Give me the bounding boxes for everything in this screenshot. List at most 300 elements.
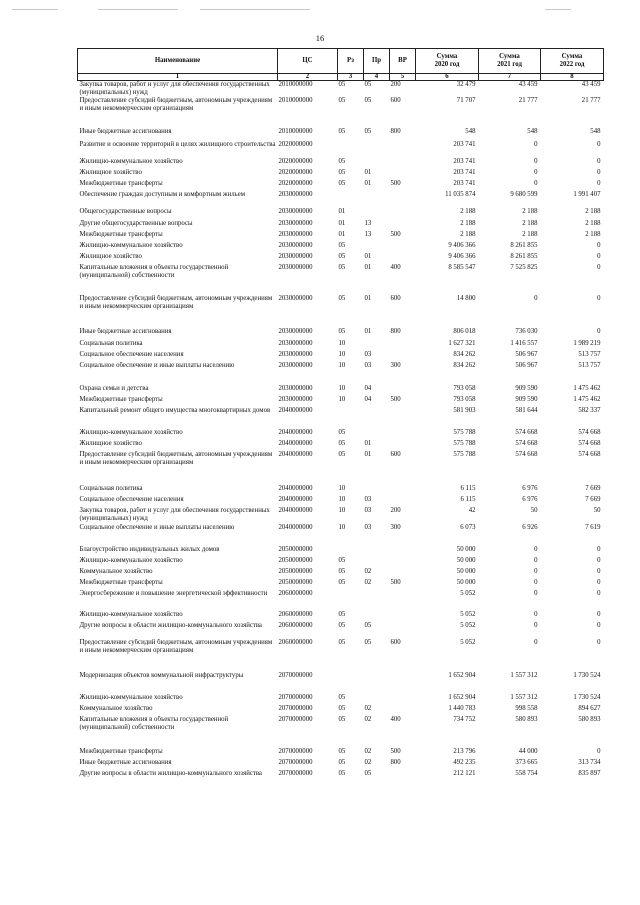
row-cs-code: 2050000000	[278, 556, 313, 564]
row-vr-code	[390, 611, 416, 622]
col-number: 2	[278, 74, 338, 81]
table-row	[78, 496, 604, 507]
col-header-pr: Пр	[364, 49, 390, 74]
row-sum-2020: 5 052	[460, 638, 476, 646]
row-sum-2022: 2 188	[585, 207, 601, 215]
row-sum-2021: 0	[534, 589, 538, 597]
row-sum-2021: 998 558	[515, 704, 538, 712]
row-name: Иные бюджетные ассигнования	[79, 758, 172, 766]
row-name: Жилищно-коммунальное хозяйство	[79, 556, 183, 564]
row-sum-2021: 548	[527, 127, 538, 135]
table-row	[78, 759, 604, 770]
row-vr-code: 300	[390, 361, 401, 369]
row-name: Закупка товаров, работ и услуг для обеспечения государственных (муниципальных) нужд	[79, 81, 270, 96]
row-sum-2022: 0	[597, 621, 601, 629]
row-rz-code: 10	[338, 484, 346, 492]
table-row	[78, 407, 604, 429]
row-cs-code: 2060000000	[278, 610, 313, 618]
table-row	[78, 208, 604, 220]
row-sum-2021: 2 188	[522, 219, 538, 227]
row-vr-code	[390, 568, 416, 579]
row-vr-code: 600	[390, 450, 401, 458]
table-row	[78, 97, 604, 128]
row-pr-code	[364, 694, 390, 705]
col-number: 8	[541, 74, 604, 81]
row-sum-2022: 574 668	[578, 428, 601, 436]
table-row	[78, 141, 604, 158]
row-sum-2020: 1 627 321	[448, 339, 476, 347]
row-pr-code: 03	[364, 506, 372, 514]
row-sum-2022: 548	[590, 127, 601, 135]
row-sum-2020: 734 752	[453, 715, 476, 723]
row-sum-2021: 580 893	[515, 715, 538, 723]
row-vr-code: 600	[390, 294, 401, 302]
row-rz-code: 05	[338, 179, 346, 187]
row-name: Обеспечение граждан доступным и комфортным жильем	[79, 190, 246, 198]
row-sum-2022: 513 757	[578, 350, 601, 358]
row-sum-2022: 0	[597, 327, 601, 335]
row-sum-2022: 0	[597, 610, 601, 618]
row-sum-2020: 5 052	[460, 621, 476, 629]
row-vr-code	[390, 590, 416, 611]
row-name: Закупка товаров, работ и услуг для обеспечения государственных (муниципальных) нужд	[79, 506, 270, 522]
row-rz-code: 10	[338, 350, 346, 358]
row-cs-code: 2060000000	[278, 621, 313, 629]
row-sum-2021: 574 668	[515, 428, 538, 436]
row-rz-code: 10	[338, 523, 346, 531]
row-name: Общегосударственные вопросы	[79, 207, 172, 215]
row-name: Капитальные вложения в объекты государственной (муниципальной) собственности	[79, 263, 229, 279]
row-pr-code: 05	[364, 127, 372, 135]
row-vr-code: 500	[390, 230, 401, 238]
row-sum-2022: 2 188	[585, 230, 601, 238]
row-cs-code: 2050000000	[278, 567, 313, 575]
row-vr-code: 300	[390, 523, 401, 531]
row-pr-code: 03	[364, 361, 372, 369]
row-cs-code: 2060000000	[278, 589, 313, 597]
row-vr-code	[390, 622, 416, 639]
row-name: Жилищное хозяйство	[79, 439, 142, 447]
table-row	[78, 672, 604, 694]
row-pr-code: 13	[364, 230, 372, 238]
row-name: Развитие и освоение территорий в целях жилищного строительства	[79, 140, 276, 148]
row-sum-2022: 0	[597, 589, 601, 597]
row-rz-code: 01	[338, 230, 346, 238]
row-rz-code: 01	[338, 207, 346, 215]
row-name: Социальная политика	[79, 484, 143, 492]
table-row	[78, 231, 604, 242]
row-rz-code: 05	[338, 638, 346, 646]
row-rz-code: 05	[338, 263, 346, 271]
row-pr-code: 02	[364, 758, 372, 766]
row-rz-code: 10	[338, 339, 346, 347]
row-name: Другие общегосударственные вопросы	[79, 219, 193, 227]
row-pr-code: 05	[364, 81, 372, 88]
row-sum-2020: 806 018	[453, 327, 476, 335]
row-name: Другие вопросы в области жилищно-коммунального хозяйства	[79, 621, 262, 629]
row-sum-2022: 0	[597, 638, 601, 646]
row-vr-code: 500	[390, 747, 401, 755]
row-cs-code: 2030000000	[278, 384, 313, 392]
table-row	[78, 611, 604, 622]
row-pr-code	[364, 208, 390, 220]
row-sum-2022: 0	[597, 252, 601, 260]
row-rz-code: 05	[338, 567, 346, 575]
row-sum-2021: 6 976	[522, 484, 538, 492]
row-name: Жилищно-коммунальное хозяйство	[79, 610, 183, 618]
row-sum-2021: 0	[534, 294, 538, 302]
row-vr-code	[390, 485, 416, 496]
row-sum-2021: 736 030	[515, 327, 538, 335]
row-sum-2021: 2 188	[522, 207, 538, 215]
row-sum-2021: 9 680 599	[510, 190, 538, 198]
row-sum-2022: 0	[597, 168, 601, 176]
column-number-row	[78, 74, 604, 81]
row-cs-code: 2070000000	[278, 747, 313, 755]
table-row	[78, 568, 604, 579]
row-name: Жилищно-коммунальное хозяйство	[79, 693, 183, 701]
row-pr-code	[364, 407, 390, 429]
row-name: Иные бюджетные ассигнования	[79, 127, 172, 135]
row-sum-2020: 793 058	[453, 395, 476, 403]
row-sum-2021: 0	[534, 578, 538, 586]
row-rz-code: 05	[338, 450, 346, 458]
row-cs-code: 2070000000	[278, 769, 313, 777]
row-pr-code: 03	[364, 495, 372, 503]
row-sum-2022: 2 188	[585, 219, 601, 227]
row-sum-2020: 50 000	[456, 545, 476, 553]
row-cs-code: 2030000000	[278, 190, 313, 198]
row-rz-code	[338, 407, 364, 429]
table-row	[78, 351, 604, 362]
row-sum-2022: 7 669	[585, 484, 601, 492]
row-pr-code: 13	[364, 219, 372, 227]
row-vr-code	[390, 141, 416, 158]
row-pr-code: 01	[364, 263, 372, 271]
row-pr-code: 01	[364, 252, 372, 260]
row-cs-code: 2040000000	[278, 406, 313, 414]
table-body	[78, 81, 604, 787]
row-cs-code: 2030000000	[278, 252, 313, 260]
table-row	[78, 622, 604, 639]
row-pr-code	[364, 191, 390, 208]
row-pr-code: 01	[364, 439, 372, 447]
row-pr-code	[364, 429, 390, 440]
row-cs-code: 2010000000	[278, 81, 313, 88]
row-name: Межбюджетные трансферты	[79, 395, 163, 403]
row-sum-2022: 7 619	[585, 523, 601, 531]
row-name: Социальная политика	[79, 339, 143, 347]
budget-table	[77, 48, 604, 787]
row-sum-2022: 313 734	[578, 758, 601, 766]
row-vr-code	[390, 694, 416, 705]
row-sum-2021: 8 261 855	[510, 241, 538, 249]
row-name: Коммунальное хозяйство	[79, 567, 153, 575]
table-row	[78, 716, 604, 748]
row-vr-code: 800	[390, 758, 401, 766]
row-vr-code	[390, 546, 416, 557]
row-sum-2020: 11 035 874	[445, 190, 476, 198]
table-row	[78, 440, 604, 451]
row-sum-2020: 1 440 783	[448, 704, 476, 712]
row-sum-2021: 0	[534, 157, 538, 165]
row-sum-2022: 0	[597, 747, 601, 755]
table-row	[78, 590, 604, 611]
row-vr-code: 800	[390, 127, 401, 135]
row-cs-code: 2030000000	[278, 207, 313, 215]
row-name: Модернизация объектов коммунальной инфраструктуры	[79, 671, 244, 679]
row-sum-2022: 1 730 524	[573, 693, 601, 701]
col-number: 7	[479, 74, 541, 81]
row-sum-2021: 1 416 557	[510, 339, 538, 347]
row-rz-code: 05	[338, 556, 346, 564]
row-pr-code: 05	[364, 769, 372, 777]
row-pr-code: 01	[364, 179, 372, 187]
row-sum-2022: 582 337	[578, 406, 601, 414]
row-cs-code: 2050000000	[278, 545, 313, 553]
row-name: Межбюджетные трансферты	[79, 578, 163, 586]
table-row	[78, 485, 604, 496]
row-rz-code	[338, 546, 364, 557]
row-rz-code	[338, 191, 364, 208]
row-pr-code: 05	[364, 96, 372, 104]
row-sum-2021: 0	[534, 140, 538, 148]
row-sum-2020: 793 058	[453, 384, 476, 392]
table-row	[78, 264, 604, 295]
row-sum-2021: 0	[534, 545, 538, 553]
row-sum-2021: 506 967	[515, 361, 538, 369]
row-sum-2020: 834 262	[453, 361, 476, 369]
row-cs-code: 2040000000	[278, 439, 313, 447]
row-pr-code	[364, 340, 390, 351]
row-sum-2020: 2 188	[460, 219, 476, 227]
row-pr-code	[364, 158, 390, 169]
row-rz-code: 10	[338, 495, 346, 503]
row-sum-2022: 21 777	[581, 96, 601, 104]
col-number: 4	[364, 74, 390, 81]
row-pr-code: 02	[364, 704, 372, 712]
row-vr-code	[390, 496, 416, 507]
row-vr-code	[390, 440, 416, 451]
row-name: Коммунальное хозяйство	[79, 704, 153, 712]
row-sum-2020: 203 741	[453, 157, 476, 165]
row-sum-2020: 203 741	[453, 140, 476, 148]
row-rz-code	[338, 590, 364, 611]
table-row	[78, 507, 604, 524]
row-name: Предоставление субсидий бюджетным, автономным учреждениям и иным некоммерческим организациям	[79, 96, 273, 112]
row-sum-2021: 0	[534, 621, 538, 629]
row-vr-code	[390, 242, 416, 253]
row-sum-2021: 373 665	[515, 758, 538, 766]
row-cs-code: 2040000000	[278, 428, 313, 436]
row-cs-code: 2030000000	[278, 327, 313, 335]
row-cs-code: 2040000000	[278, 495, 313, 503]
row-vr-code	[390, 220, 416, 231]
row-sum-2022: 0	[597, 556, 601, 564]
row-name: Межбюджетные трансферты	[79, 747, 163, 755]
table-row	[78, 220, 604, 231]
col-number: 6	[416, 74, 479, 81]
row-pr-code	[364, 557, 390, 568]
row-vr-code	[390, 351, 416, 362]
row-cs-code: 2070000000	[278, 704, 313, 712]
table-row	[78, 694, 604, 705]
table-row	[78, 169, 604, 180]
row-sum-2022: 0	[597, 157, 601, 165]
row-rz-code: 05	[338, 621, 346, 629]
table-row	[78, 253, 604, 264]
row-sum-2022: 1 475 462	[573, 395, 601, 403]
row-vr-code: 600	[390, 96, 401, 104]
row-rz-code	[338, 141, 364, 158]
row-sum-2021: 21 777	[518, 96, 538, 104]
row-sum-2021: 0	[534, 168, 538, 176]
row-cs-code: 2020000000	[278, 179, 313, 187]
row-rz-code: 05	[338, 294, 346, 302]
table-row	[78, 705, 604, 716]
table-row	[78, 362, 604, 385]
row-sum-2020: 581 903	[453, 406, 476, 414]
row-sum-2021: 909 590	[515, 384, 538, 392]
row-cs-code: 2030000000	[278, 350, 313, 358]
row-pr-code: 01	[364, 327, 372, 335]
row-sum-2022: 7 669	[585, 495, 601, 503]
row-vr-code	[390, 770, 416, 787]
table-row	[78, 295, 604, 328]
row-name: Жилищное хозяйство	[79, 252, 142, 260]
row-rz-code: 05	[338, 157, 346, 165]
table-row	[78, 748, 604, 759]
row-sum-2022: 0	[597, 263, 601, 271]
scan-artifact	[0, 6, 640, 12]
row-name: Жилищно-коммунальное хозяйство	[79, 157, 183, 165]
col-header-cs: ЦС	[278, 49, 338, 74]
row-vr-code	[390, 429, 416, 440]
col-header-sum-2021: Сумма 2021 год	[479, 49, 541, 74]
table-row	[78, 340, 604, 351]
row-vr-code: 600	[390, 638, 401, 646]
row-sum-2020: 575 788	[453, 428, 476, 436]
row-sum-2020: 5 052	[460, 589, 476, 597]
row-rz-code: 05	[338, 327, 346, 335]
row-pr-code	[364, 242, 390, 253]
row-rz-code: 05	[338, 241, 346, 249]
row-rz-code: 05	[338, 439, 346, 447]
row-sum-2021: 44 000	[518, 747, 538, 755]
row-name: Социальное обеспечение населения	[79, 495, 184, 503]
table-row	[78, 396, 604, 407]
row-vr-code	[390, 169, 416, 180]
row-sum-2022: 50	[593, 506, 601, 514]
row-sum-2020: 575 788	[453, 439, 476, 447]
row-sum-2022: 513 757	[578, 361, 601, 369]
row-rz-code: 10	[338, 506, 346, 514]
table-row	[78, 385, 604, 396]
row-cs-code: 2030000000	[278, 395, 313, 403]
row-pr-code: 04	[364, 384, 372, 392]
row-rz-code: 05	[338, 81, 346, 88]
row-sum-2020: 71 707	[456, 96, 476, 104]
col-header-name: Наименование	[78, 49, 278, 74]
table-row	[78, 81, 604, 97]
row-vr-code	[390, 191, 416, 208]
row-cs-code: 2030000000	[278, 294, 313, 302]
row-sum-2020: 9 406 366	[448, 241, 476, 249]
row-cs-code: 2030000000	[278, 339, 313, 347]
row-vr-code: 200	[390, 81, 401, 88]
col-number: 3	[338, 74, 364, 81]
row-pr-code: 04	[364, 395, 372, 403]
row-vr-code	[390, 208, 416, 220]
row-sum-2020: 6 073	[460, 523, 476, 531]
row-pr-code	[364, 672, 390, 694]
row-sum-2021: 0	[534, 638, 538, 646]
row-sum-2021: 8 261 855	[510, 252, 538, 260]
table-row	[78, 191, 604, 208]
row-pr-code: 01	[364, 450, 372, 458]
row-cs-code: 2070000000	[278, 671, 313, 679]
row-name: Межбюджетные трансферты	[79, 230, 163, 238]
col-header-rz: Рз	[338, 49, 364, 74]
row-cs-code: 2060000000	[278, 638, 313, 646]
row-name: Предоставление субсидий бюджетным, автономным учреждениям и иным некоммерческим организациям	[79, 294, 273, 310]
row-pr-code: 01	[364, 168, 372, 176]
row-rz-code: 10	[338, 395, 346, 403]
row-sum-2022: 1 991 407	[573, 190, 601, 198]
row-sum-2021: 574 668	[515, 450, 538, 458]
row-name: Жилищное хозяйство	[79, 168, 142, 176]
table-row	[78, 158, 604, 169]
table-row	[78, 128, 604, 141]
row-sum-2021: 50	[530, 506, 538, 514]
row-rz-code: 05	[338, 704, 346, 712]
row-sum-2020: 50 000	[456, 556, 476, 564]
row-name: Капитальные вложения в объекты государственной (муниципальной) собственности	[79, 715, 229, 731]
row-sum-2021: 581 644	[515, 406, 538, 414]
row-vr-code	[390, 672, 416, 694]
row-rz-code: 05	[338, 610, 346, 618]
row-sum-2022: 1 989 219	[573, 339, 601, 347]
row-cs-code: 2070000000	[278, 758, 313, 766]
row-sum-2022: 574 668	[578, 450, 601, 458]
row-pr-code: 03	[364, 523, 372, 531]
row-cs-code: 2040000000	[278, 484, 313, 492]
col-number: 1	[78, 74, 278, 81]
row-sum-2022: 0	[597, 545, 601, 553]
row-vr-code	[390, 340, 416, 351]
table-row	[78, 328, 604, 340]
row-cs-code: 2010000000	[278, 127, 313, 135]
row-sum-2020: 9 406 366	[448, 252, 476, 260]
row-pr-code	[364, 485, 390, 496]
row-sum-2020: 6 115	[460, 484, 476, 492]
row-sum-2022: 894 627	[578, 704, 601, 712]
row-sum-2021: 43 459	[518, 81, 538, 88]
row-cs-code: 2030000000	[278, 219, 313, 227]
row-pr-code	[364, 141, 390, 158]
row-vr-code	[390, 158, 416, 169]
row-sum-2022: 580 893	[578, 715, 601, 723]
row-cs-code: 2020000000	[278, 168, 313, 176]
row-sum-2021: 7 525 825	[510, 263, 538, 271]
row-cs-code: 2040000000	[278, 506, 313, 514]
row-name: Социальное обеспечение населения	[79, 350, 184, 358]
row-sum-2020: 575 788	[453, 450, 476, 458]
row-cs-code: 2020000000	[278, 140, 313, 148]
row-cs-code: 2030000000	[278, 241, 313, 249]
table-row	[78, 639, 604, 672]
row-sum-2022: 574 668	[578, 439, 601, 447]
